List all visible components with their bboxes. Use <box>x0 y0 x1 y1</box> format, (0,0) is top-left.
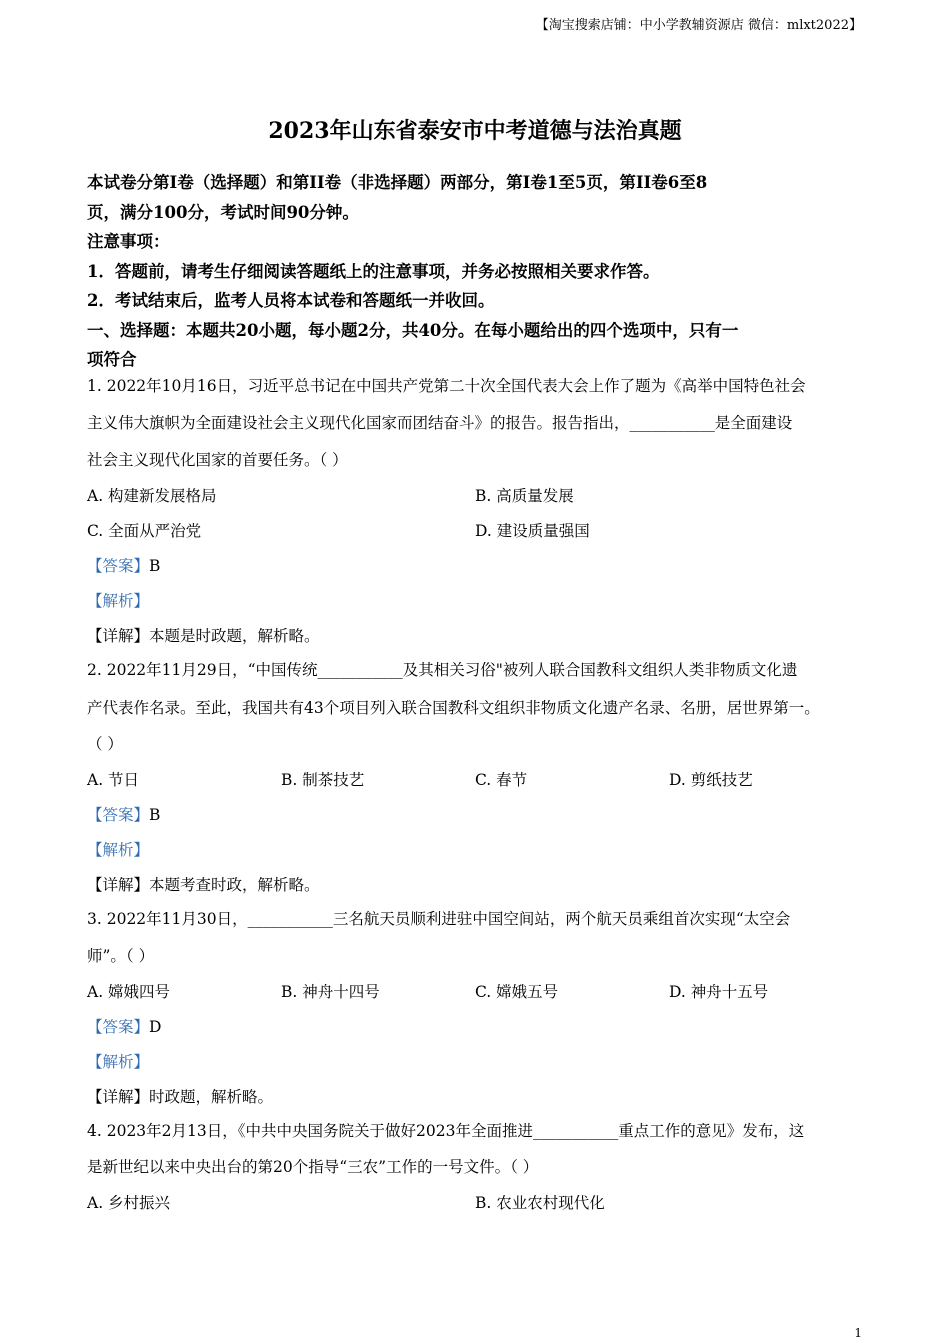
answer-value: B <box>149 557 161 575</box>
intro-line: 页，满分100分，考试时间90分钟。 <box>87 202 359 222</box>
question-2-answer <box>87 803 160 825</box>
question-1-text: 社会主义现代化国家的首要任务。（ ） <box>87 451 348 469</box>
page-title: 2023年山东省泰安市中考道德与法治真题 <box>268 118 682 144</box>
page-number: 1 <box>854 1326 862 1340</box>
notice-title: 注意事项： <box>87 232 170 251</box>
section-heading: 项符合 <box>87 350 137 369</box>
question-3-option-a: A. 嫦娥四号 <box>87 983 171 1001</box>
question-2-detail: 【详解】本题考查时政，解析略。 <box>87 876 320 894</box>
notice-item: 1．答题前，请考生仔细阅读答题纸上的注意事项，并务必按照相关要求作答。 <box>87 261 660 281</box>
answer-label: 【答案】 <box>87 1018 150 1036</box>
question-2-option-c: C. 春节 <box>475 771 528 789</box>
question-2-analysis <box>87 838 149 860</box>
question-2-text: 2. 2022年11月29日，“中国传统___________及其相关习俗"被列人联合国教科文组织人类非物质文化遗 <box>87 661 798 679</box>
question-1-text: 主义伟大旗帜为全面建设社会主义现代化国家而团结奋斗》的报告。报告指出，___________是全面建设 <box>87 414 793 432</box>
answer-label: 【答案】 <box>87 557 150 575</box>
question-2-option-d: D. 剪纸技艺 <box>669 771 753 789</box>
answer-value: D <box>149 1018 162 1036</box>
question-2-option-b: B. 制茶技艺 <box>281 771 365 789</box>
question-3-text: 师”。（ ） <box>87 947 155 965</box>
question-2-text: 产代表作名录。至此，我国共有43个项目列入联合国教科文组织非物质文化遗产名录、名册，居世界第一。 <box>87 699 820 717</box>
question-1-analysis <box>87 589 149 611</box>
question-3-text: 3. 2022年11月30日，___________三名航天员顺利进驻中国空间站，两个航天员乘组首次实现“太空会 <box>87 910 791 928</box>
question-4-option-a: A. 乡村振兴 <box>87 1194 171 1212</box>
analysis-label: 【解析】 <box>87 592 150 610</box>
question-1-detail: 【详解】本题是时政题，解析略。 <box>87 627 320 645</box>
question-1-answer <box>87 554 160 576</box>
question-3-option-d: D. 神舟十五号 <box>669 983 769 1001</box>
question-2-option-a: A. 节日 <box>87 771 140 789</box>
analysis-label: 【解析】 <box>87 841 150 859</box>
question-3-option-c: C. 嫦娥五号 <box>475 983 559 1001</box>
section-heading: 一、选择题：本题共20小题，每小题2分，共40分。在每小题给出的四个选项中，只有一 <box>87 320 739 340</box>
analysis-label: 【解析】 <box>87 1053 150 1071</box>
question-4-option-b: B. 农业农村现代化 <box>475 1194 605 1212</box>
question-3-option-b: B. 神舟十四号 <box>281 983 380 1001</box>
question-3-detail: 【详解】时政题，解析略。 <box>87 1088 274 1106</box>
answer-value: B <box>149 806 161 824</box>
question-1-option-d: D. 建设质量强国 <box>475 522 590 540</box>
question-3-answer <box>87 1015 161 1037</box>
question-3-analysis <box>87 1050 149 1072</box>
question-4-text: 是新世纪以来中央出台的第20个指导“三农”工作的一号文件。（ ） <box>87 1158 539 1176</box>
question-4-text: 4. 2023年2月13日，《中共中央国务院关于做好2023年全面推进___________重点工作的意见》发布，这 <box>87 1122 805 1140</box>
question-1-option-a: A. 构建新发展格局 <box>87 487 217 505</box>
answer-label: 【答案】 <box>87 806 150 824</box>
question-1-option-b: B. 高质量发展 <box>475 487 574 505</box>
exam-instructions <box>87 168 862 375</box>
question-1-text: 1. 2022年10月16日，习近平总书记在中国共产党第二十次全国代表大会上作了题为《高举中国特色社会 <box>87 377 806 395</box>
notice-item: 2．考试结束后，监考人员将本试卷和答题纸一并收回。 <box>87 291 495 310</box>
intro-line: 本试卷分第Ⅰ卷（选择题）和第II卷（非选择题）两部分，第I卷1至5页，第II卷6至8 <box>87 173 708 192</box>
question-1-option-c: C. 全面从严治党 <box>87 522 202 540</box>
header-note: 【淘宝搜索店铺：中小学教辅资源店 微信：mlxt2022】 <box>535 18 862 33</box>
question-2-text: （ ） <box>87 735 123 753</box>
